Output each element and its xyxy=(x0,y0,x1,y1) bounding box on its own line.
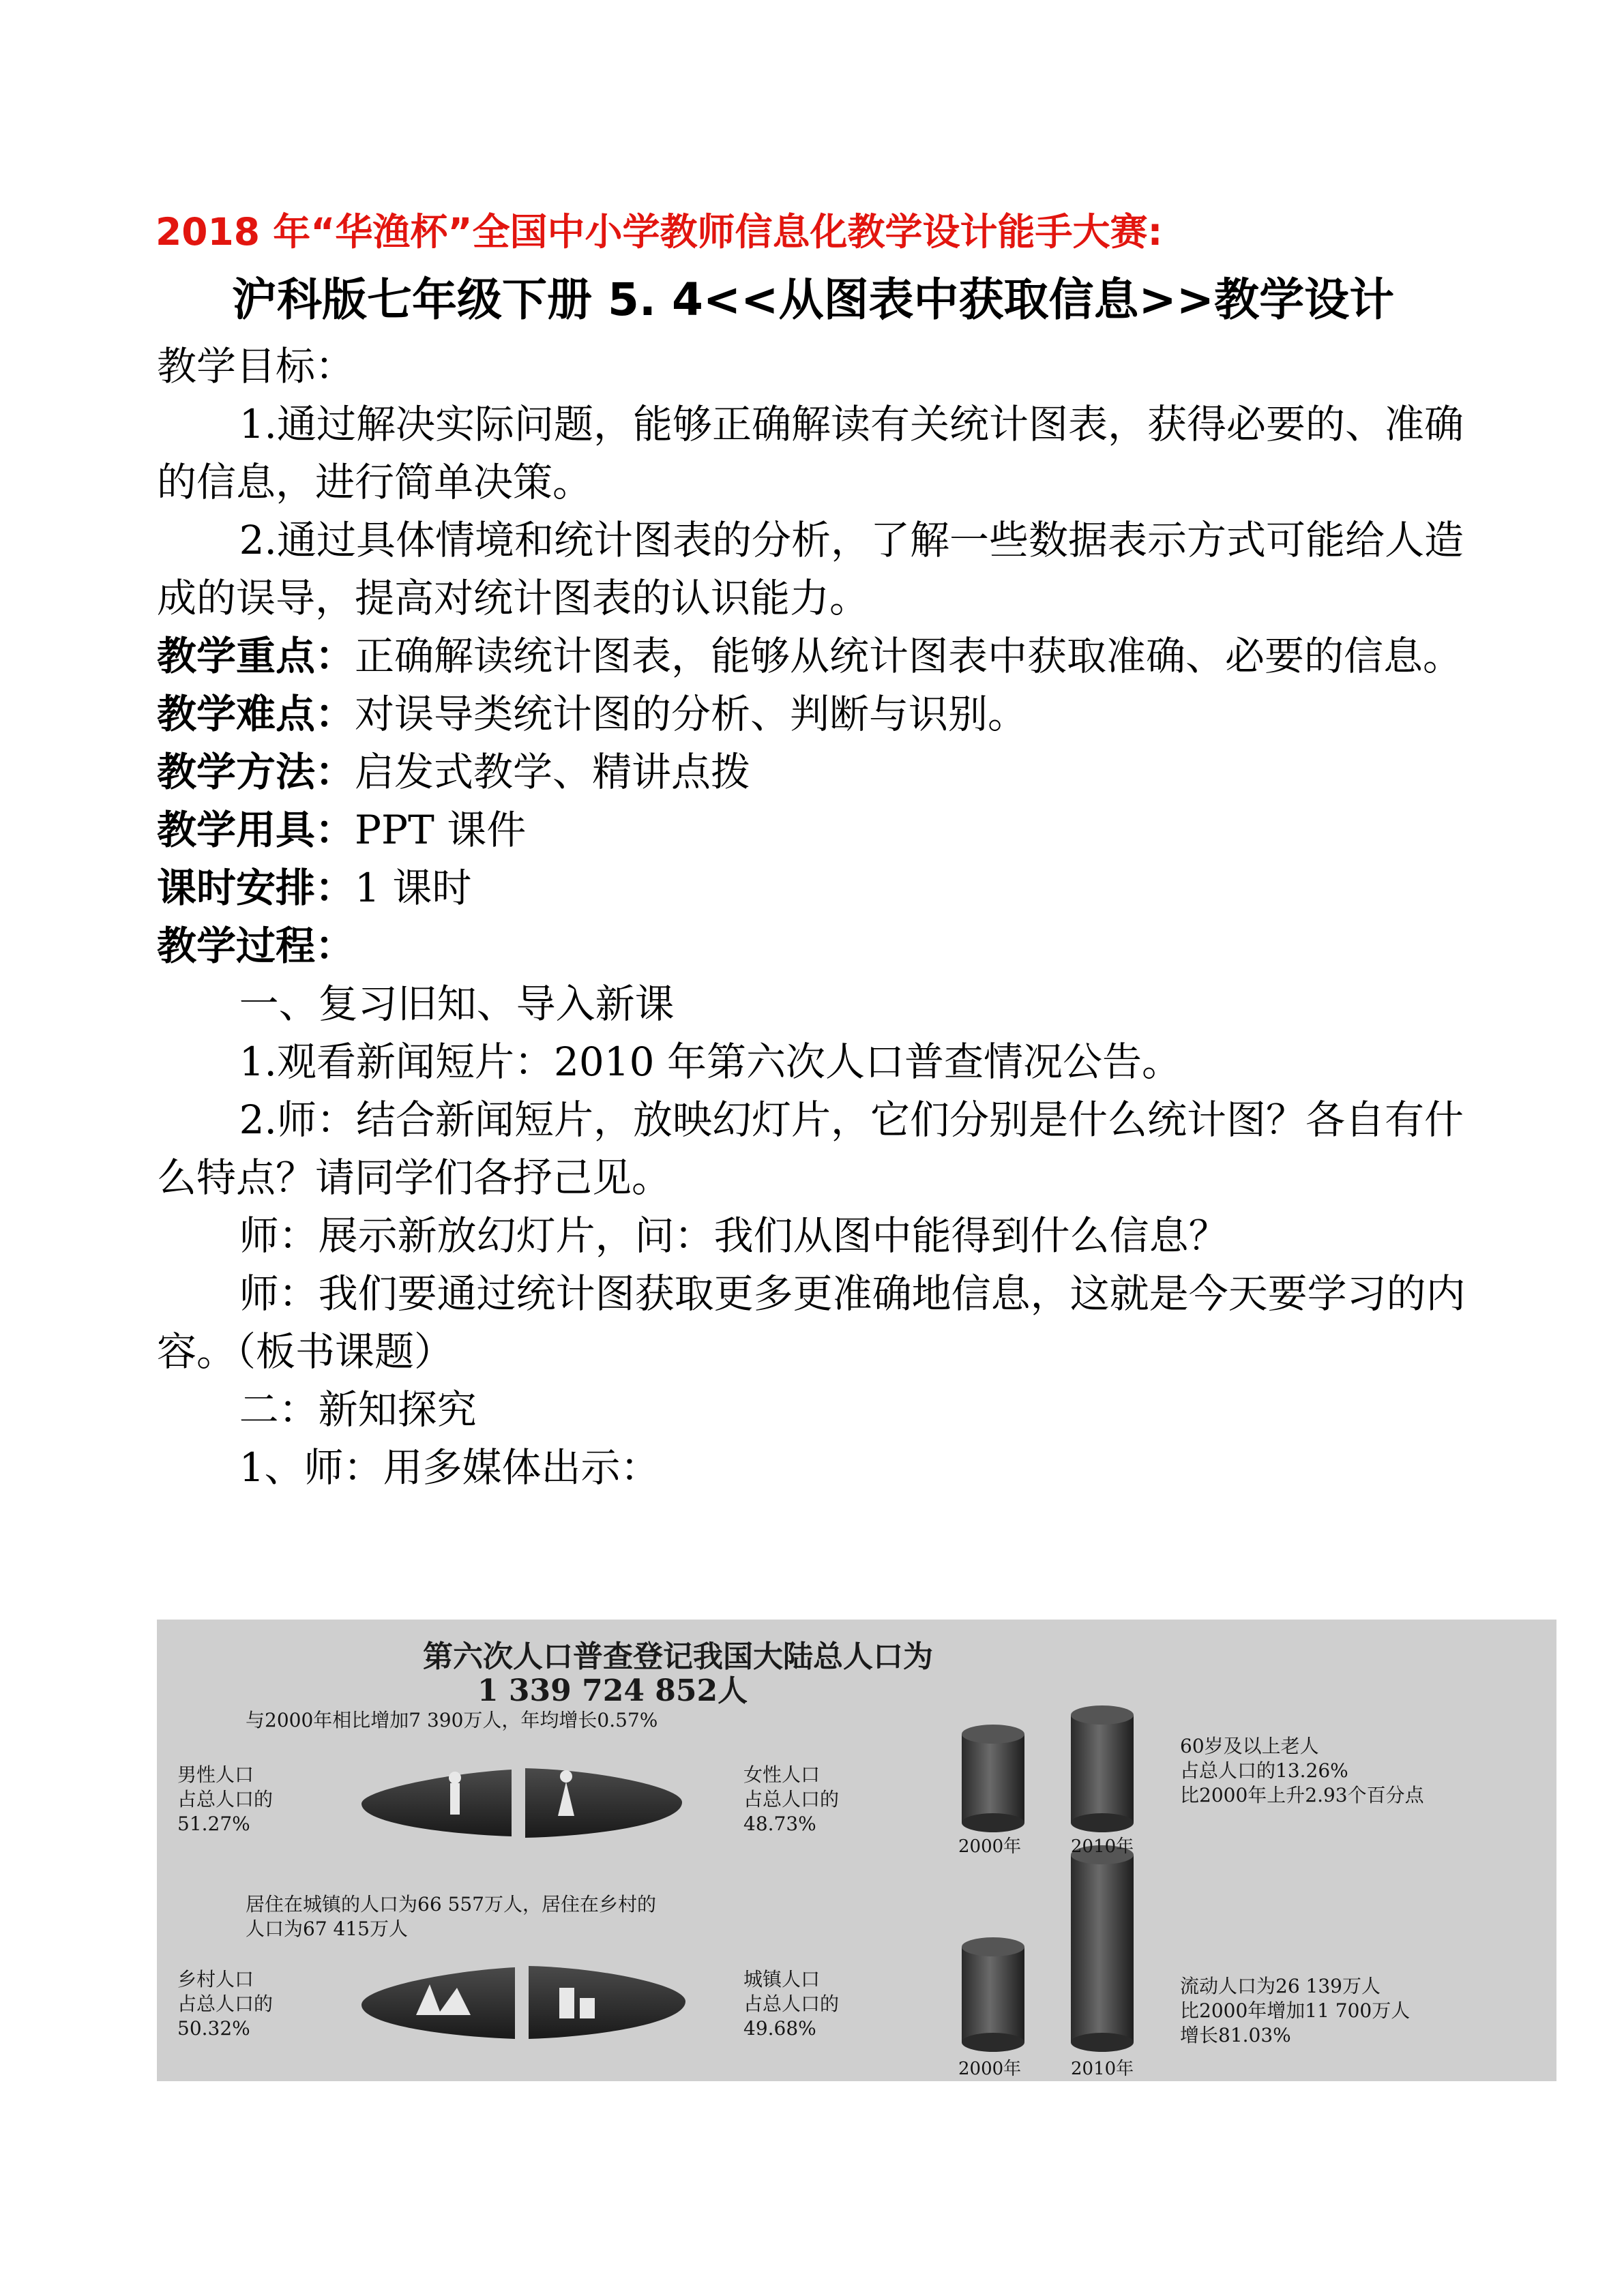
infographic-headline: 第六次人口普查登记我国大陆总人口为 xyxy=(423,1639,933,1674)
elderly-2010-bar xyxy=(1071,1715,1134,1823)
floating-2010-bar xyxy=(1071,1855,1134,2042)
floating-label: 流动人口为26 139万人 比2000年增加11 700万人 增长81.03% xyxy=(1180,1975,1411,2046)
contest-title: 2018 年“华渔杯”全国中小学教师信息化教学设计能手大赛: xyxy=(156,210,1163,254)
elderly-year-2010: 2010年 xyxy=(1071,1836,1134,1857)
step2-title: 二：新知探究 xyxy=(239,1386,477,1433)
total-population: 1 339 724 852人 xyxy=(477,1673,748,1708)
difficulties-text: 对误导类统计图的分析、判断与识别。 xyxy=(355,691,1028,737)
schedule-text: 1 课时 xyxy=(355,865,472,911)
female-icon-head xyxy=(560,1770,572,1783)
objective-2: 2.通过具体情境和统计图表的分析，了解一些数据表示方式可能给人造成的误导，提高对统计图表的认识能力。 xyxy=(157,517,1464,621)
floating-2000-base xyxy=(962,2033,1024,2052)
methods-label: 教学方法： xyxy=(157,749,355,795)
female-label: 女性人口 占总人口的 48.73% xyxy=(743,1763,840,1835)
gender-pie xyxy=(361,1768,682,1838)
elderly-year-2000: 2000年 xyxy=(958,1836,1022,1857)
female-slice xyxy=(525,1768,682,1838)
floating-2010-base xyxy=(1071,2033,1134,2052)
tools-text: PPT 课件 xyxy=(355,807,527,853)
elderly-label: 60岁及以上老人 占总人口的13.26% 比2000年上升2.93个百分点 xyxy=(1180,1735,1424,1806)
key-points-text: 正确解读统计图表，能够从统计图表中获取准确、必要的信息。 xyxy=(355,633,1463,679)
male-icon xyxy=(450,1783,460,1815)
urban-label: 城镇人口 占总人口的 49.68% xyxy=(743,1968,840,2040)
urban-slice xyxy=(529,1966,685,2039)
tools xyxy=(157,801,1473,859)
floating-cylinders xyxy=(962,1845,1134,2052)
difficulties-label: 教学难点： xyxy=(157,691,355,737)
male-icon-head xyxy=(449,1772,461,1784)
growth-note: 与2000年相比增加7 390万人，年均增长0.57% xyxy=(246,1709,658,1731)
methods-text: 启发式教学、精讲点拨 xyxy=(355,749,751,795)
census-infographic xyxy=(157,1620,1556,2081)
floating-year-2000: 2000年 xyxy=(958,2059,1022,2079)
schedule xyxy=(157,859,1473,917)
elderly-2000-base xyxy=(962,1813,1024,1832)
document-body xyxy=(157,338,1473,1497)
schedule-label: 课时安排： xyxy=(157,865,355,911)
key-points xyxy=(157,627,1473,685)
tools-label: 教学用具： xyxy=(157,807,355,853)
process-heading: 教学过程： xyxy=(157,923,355,969)
floating-year-2010: 2010年 xyxy=(1071,2059,1134,2079)
objectives-heading: 教学目标： xyxy=(157,343,355,389)
elderly-2000-top xyxy=(962,1725,1024,1744)
building-icon-2 xyxy=(580,1998,595,2018)
elderly-cylinders xyxy=(962,1705,1134,1832)
document-title: 沪科版七年级下册 5. 4<<从图表中获取信息>>教学设计 xyxy=(232,273,1395,326)
objective-1: 1.通过解决实际问题，能够正确解读有关统计图表，获得必要的、准确的信息，进行简单决策。 xyxy=(157,401,1464,505)
step2-item1: 1、师：用多媒体出示： xyxy=(239,1444,660,1491)
key-points-label: 教学重点： xyxy=(157,633,355,679)
urban-note: 居住在城镇的人口为66 557万人，居住在乡村的 人口为67 415万人 xyxy=(246,1893,656,1940)
rural-label: 乡村人口 占总人口的 50.32% xyxy=(177,1968,274,2040)
step1-item1: 1.观看新闻短片：2010 年第六次人口普查情况公告。 xyxy=(239,1039,1182,1085)
step1-title: 一、复习旧知、导入新课 xyxy=(239,981,675,1027)
step1-item4: 师：我们要通过统计图获取更多更准确地信息，这就是今天要学习的内容。（板书课题） xyxy=(157,1270,1466,1375)
difficulties xyxy=(157,685,1473,743)
elderly-2000-bar xyxy=(962,1734,1024,1823)
male-label: 男性人口 占总人口的 51.27% xyxy=(177,1763,274,1835)
male-slice xyxy=(361,1770,512,1836)
elderly-2010-top xyxy=(1071,1705,1134,1725)
urban-rural-pie xyxy=(361,1966,685,2039)
step1-item2: 2.师：结合新闻短片，放映幻灯片，它们分别是什么统计图？各自有什么特点？请同学们各抒己见。 xyxy=(157,1097,1464,1201)
methods xyxy=(157,743,1473,801)
rural-slice xyxy=(361,1967,515,2039)
floating-2000-bar xyxy=(962,1947,1024,2042)
step1-item3: 师：展示新放幻灯片，问：我们从图中能得到什么信息？ xyxy=(239,1212,1228,1259)
elderly-2010-base xyxy=(1071,1813,1134,1832)
floating-2000-top xyxy=(962,1937,1024,1956)
building-icon-1 xyxy=(559,1988,574,2018)
